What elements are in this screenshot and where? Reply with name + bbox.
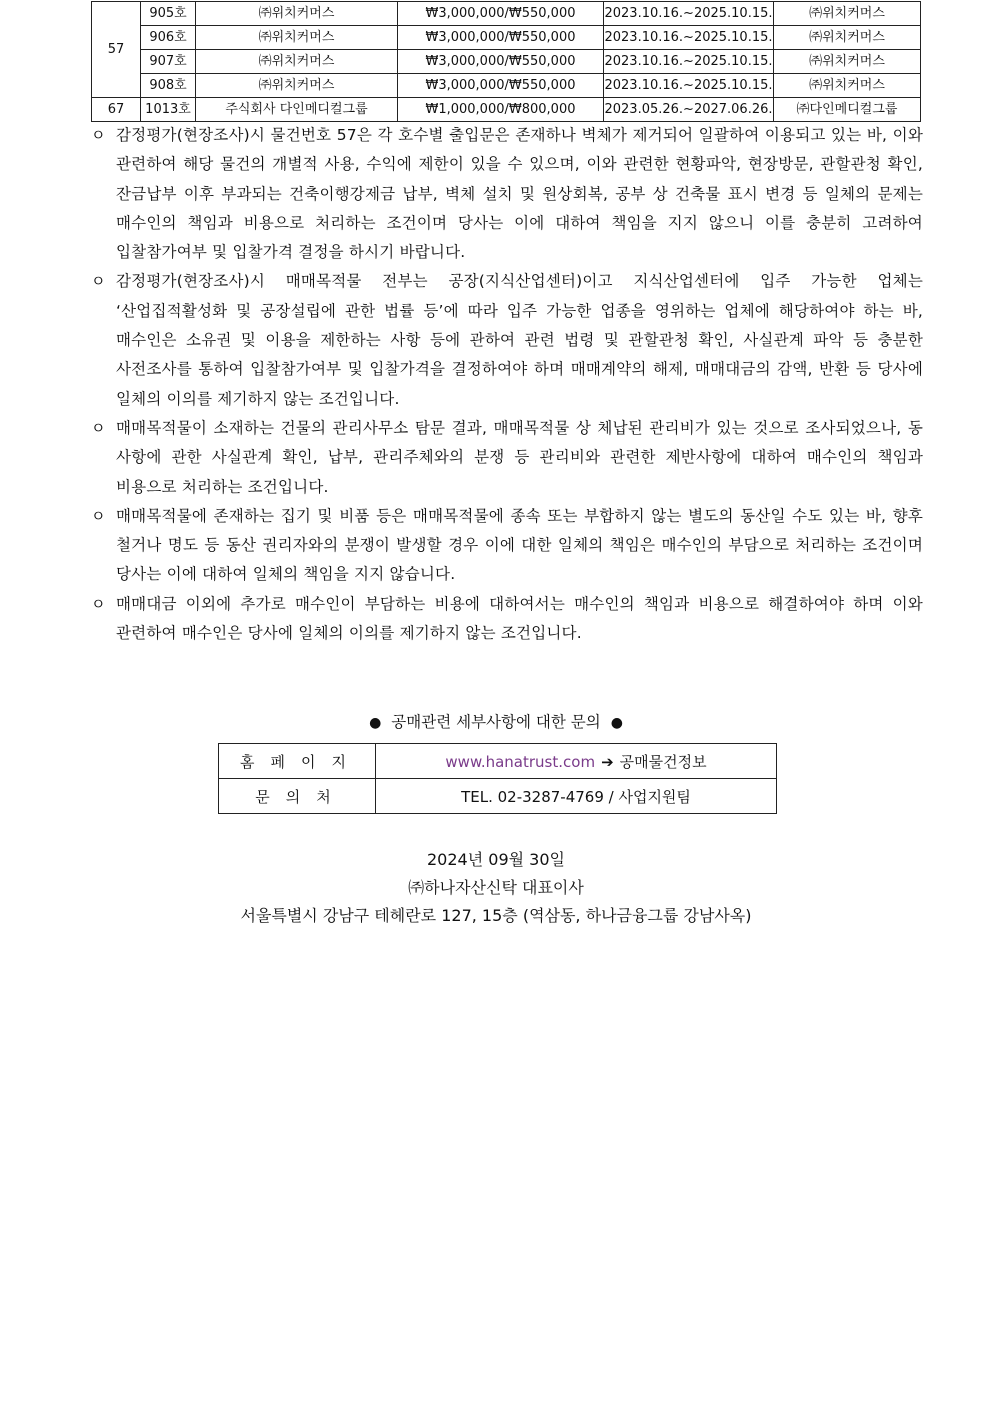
note-item <box>91 590 923 649</box>
lessor-cell: ㈜위치커머스 <box>774 2 921 26</box>
amount-cell: ₩3,000,000/₩550,000 <box>398 26 604 50</box>
bullet-dot-icon: ● <box>369 715 382 731</box>
lessor-cell: ㈜위치커머스 <box>774 26 921 50</box>
unit-cell: 905호 <box>141 2 196 26</box>
inquiry-table <box>218 743 777 814</box>
period-cell: 2023.05.26.~2027.06.26. <box>604 98 774 122</box>
item-number-cell: 67 <box>92 98 141 122</box>
contact-label: 문의처 <box>219 779 376 814</box>
document-footer <box>0 846 992 930</box>
notes-list <box>91 121 923 648</box>
tenant-cell: ㈜위치커머스 <box>196 26 398 50</box>
period-cell: 2023.10.16.~2025.10.15. <box>604 50 774 74</box>
tenant-cell: 주식회사 다인메디컬그룹 <box>196 98 398 122</box>
table-row <box>219 779 777 814</box>
period-cell: 2023.10.16.~2025.10.15. <box>604 2 774 26</box>
bullet-mark: ㅇ <box>91 418 106 437</box>
unit-cell: 906호 <box>141 26 196 50</box>
note-item <box>91 121 923 267</box>
period-cell: 2023.10.16.~2025.10.15. <box>604 74 774 98</box>
unit-cell: 907호 <box>141 50 196 74</box>
bullet-mark: ㅇ <box>91 506 106 525</box>
table-row <box>92 98 921 122</box>
bullet-mark: ㅇ <box>91 126 106 144</box>
unit-cell: 1013호 <box>141 98 196 122</box>
lease-table <box>91 1 921 122</box>
table-row <box>92 26 921 50</box>
contact-value: TEL. 02-3287-4769 / 사업지원팀 <box>376 779 777 814</box>
table-row <box>92 50 921 74</box>
table-row <box>92 2 921 26</box>
note-item <box>91 502 923 590</box>
tenant-cell: ㈜위치커머스 <box>196 74 398 98</box>
bullet-dot-icon: ● <box>610 715 623 731</box>
bullet-mark: ㅇ <box>91 272 106 291</box>
homepage-link[interactable]: www.hanatrust.com <box>445 752 596 771</box>
footer-company: ㈜하나자산신탁 대표이사 <box>408 878 584 897</box>
note-text: 감정평가(현장조사)시 매매목적물 전부는 공장(지식산업센터)이고 지식산업센터에 입주 가능한 업체는 ‘산업집적활성화 및 공장설립에 관한 법률 등’에 따라 입주 가능한 업종을 영위하는 업체에 해당하여야 하는 바, 매수인은 소유권 및 이용을 제한하는 사항 등에 관하여 관련 법령 및 관할관청 확인, 사실관계 파악 등 충분한 사전조사를 통하여 입찰참가여부 및 입찰가격을 결정하여야 하며 매매계약의 해제, 매매대금의 감액, 반환 등 당사에 일체의 이의를 제기하지 않는 조건입니다. <box>116 272 923 408</box>
bullet-mark: ㅇ <box>91 594 106 613</box>
inquiry-heading <box>0 708 992 737</box>
lessor-cell: ㈜위치커머스 <box>774 50 921 74</box>
period-cell: 2023.10.16.~2025.10.15. <box>604 26 774 50</box>
homepage-cell <box>376 744 777 779</box>
homepage-section: 공매물건정보 <box>619 752 707 771</box>
lessor-cell: ㈜다인메디컬그룹 <box>774 98 921 122</box>
lessor-cell: ㈜위치커머스 <box>774 74 921 98</box>
footer-date: 2024년 09월 30일 <box>427 850 565 869</box>
item-number-cell: 57 <box>92 2 141 98</box>
note-item <box>91 414 923 502</box>
note-text: 매매목적물에 존재하는 집기 및 비품 등은 매매목적물에 종속 또는 부합하지 않는 별도의 동산일 수도 있는 바, 향후 철거나 명도 등 동산 권리자와의 분쟁이 발생할 경우 이에 대한 일체의 책임은 매수인의 부담으로 처리하는 조건이며 당사는 이에 대하여 일체의 책임을 지지 않습니다. <box>116 506 923 584</box>
note-item <box>91 267 923 413</box>
amount-cell: ₩3,000,000/₩550,000 <box>398 2 604 26</box>
arrow-right-icon: ➔ <box>601 752 614 771</box>
amount-cell: ₩1,000,000/₩800,000 <box>398 98 604 122</box>
amount-cell: ₩3,000,000/₩550,000 <box>398 74 604 98</box>
amount-cell: ₩3,000,000/₩550,000 <box>398 50 604 74</box>
table-row <box>219 744 777 779</box>
tenant-cell: ㈜위치커머스 <box>196 2 398 26</box>
homepage-label: 홈페이지 <box>219 744 376 779</box>
inquiry-title: 공매관련 세부사항에 대한 문의 <box>391 713 601 731</box>
note-text: 매매대금 이외에 추가로 매수인이 부담하는 비용에 대하여서는 매수인의 책임과 비용으로 해결하여야 하며 이와 관련하여 매수인은 당사에 일체의 이의를 제기하지 않는 조건입니다. <box>116 594 923 643</box>
table-row <box>92 74 921 98</box>
footer-address: 서울특별시 강남구 테헤란로 127, 15층 (역삼동, 하나금융그룹 강남사옥) <box>240 906 752 925</box>
note-text: 감정평가(현장조사)시 물건번호 57은 각 호수별 출입문은 존재하나 벽체가 제거되어 일괄하여 이용되고 있는 바, 이와 관련하여 해당 물건의 개별적 사용, 수익에 제한이 있을 수 있으며, 이와 관련한 현황파악, 현장방문, 관할관청 확인, 잔금납부 이후 부과되는 건축이행강제금 납부, 벽체 설치 및 원상회복, 공부 상 건축물 표시 변경 등 일체의 문제는 매수인의 책임과 비용으로 처리하는 조건이며 당사는 이에 대하여 책임을 지지 않으니 이를 충분히 고려하여 입찰참가여부 및 입찰가격 결정을 하시기 바랍니다. <box>116 126 923 262</box>
unit-cell: 908호 <box>141 74 196 98</box>
note-text: 매매목적물이 소재하는 건물의 관리사무소 탐문 결과, 매매목적물 상 체납된 관리비가 있는 것으로 조사되었으나, 동 사항에 관한 사실관계 확인, 납부, 관리주체와의 분쟁 등 관리비와 관련한 제반사항에 대하여 매수인의 책임과 비용으로 처리하는 조건입니다. <box>116 418 923 496</box>
tenant-cell: ㈜위치커머스 <box>196 50 398 74</box>
